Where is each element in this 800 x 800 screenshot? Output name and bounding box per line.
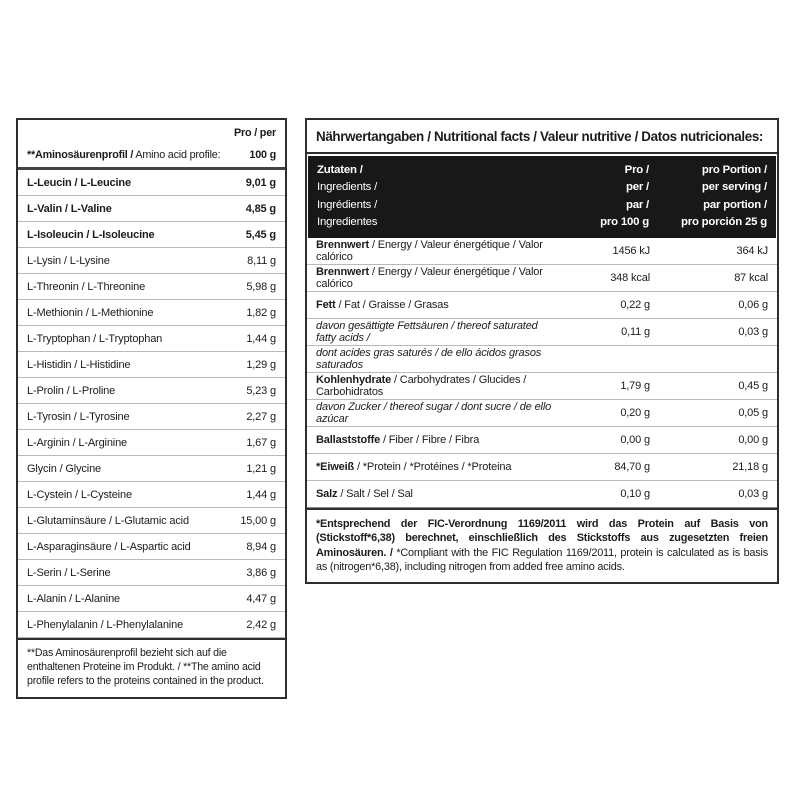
value-per100g: 348 kcal <box>610 272 650 285</box>
value-per100g: 84,70 g <box>614 461 650 474</box>
amino-value: 1,44 g <box>246 332 276 345</box>
amino-row <box>18 404 285 430</box>
value-portion: 0,03 g <box>738 326 768 339</box>
amino-acid-table <box>16 118 287 699</box>
nutrition-table-footnote: *Entsprechend der FIC-Verordnung 1169/2011 wird das Protein auf Basis von (Stickstoff*6,38) berechnet, einschließlich des Stickstoffs aus zugesetzten freien Aminosäuren. / *Compliant with the FIC Regulation 1169/2011, protein is calculated as is basis as (nitrogen*6,38), including nitrogen from added free amino acids. <box>307 508 777 582</box>
amino-row <box>18 170 285 196</box>
amino-row <box>18 274 285 300</box>
amino-value: 1,67 g <box>246 436 276 449</box>
value-portion: 0,00 g <box>738 434 768 447</box>
value-per100g: 0,11 g <box>621 326 650 339</box>
amino-label: L-Tryptophan / L-Tryptophan <box>27 332 163 345</box>
nutrition-row-fiber: Ballaststoffe / Fiber / Fibre / Fibra 0,00 g 0,00 g <box>307 427 777 454</box>
amino-label: L-Histidin / L-Histidine <box>27 358 131 371</box>
header-col-per100g: Pro / per / par / pro 100 g <box>600 164 649 228</box>
amino-header-unit-line2: 100 g <box>249 149 276 161</box>
amino-value: 8,11 g <box>247 254 276 267</box>
amino-label: L-Asparaginsäure / L-Aspartic acid <box>27 540 191 553</box>
amino-row <box>18 508 285 534</box>
amino-value: 2,27 g <box>246 410 276 423</box>
value-portion: 21,18 g <box>732 461 768 474</box>
amino-row <box>18 378 285 404</box>
amino-value: 5,45 g <box>245 228 276 241</box>
nutrition-row-salt: Salz / Salt / Sel / Sal 0,10 g 0,03 g <box>307 481 777 508</box>
amino-label: L-Threonin / L-Threonine <box>27 280 146 293</box>
nutrition-row-carbohydrates: Kohlenhydrate / Carbohydrates / Glucides / Carbohidratos 1,79 g 0,45 g <box>307 373 777 400</box>
header-col-ingredients: Zutaten / Ingredients / Ingrédients / Ingredientes <box>317 164 378 228</box>
amino-value: 3,86 g <box>246 566 276 579</box>
amino-row <box>18 352 285 378</box>
value-portion: 364 kJ <box>736 245 768 258</box>
amino-label: L-Prolin / L-Proline <box>27 384 116 397</box>
amino-row <box>18 326 285 352</box>
amino-label: L-Alanin / L-Alanine <box>27 592 121 605</box>
amino-row <box>18 612 285 638</box>
amino-value: 15,00 g <box>240 514 276 527</box>
value-per100g: 1456 kJ <box>612 245 650 258</box>
amino-label: Glycin / Glycine <box>27 462 102 475</box>
nutrition-row-fat: Fett / Fat / Graisse / Grasas 0,22 g 0,06 g <box>307 292 777 319</box>
value-per100g: 1,79 g <box>620 380 650 393</box>
amino-header-title: **Aminosäurenprofil / Amino acid profile: <box>27 149 221 161</box>
amino-value: 9,01 g <box>245 176 276 189</box>
nutrition-row-saturated-fat: davon gesättigte Fettsäuren / thereof saturated fatty acids / 0,11 g 0,03 g <box>307 319 777 346</box>
amino-value: 4,85 g <box>245 202 276 215</box>
amino-value: 8,94 g <box>246 540 276 553</box>
value-portion: 0,06 g <box>738 299 768 312</box>
value-portion: 0,03 g <box>738 488 768 501</box>
amino-value: 1,21 g <box>246 462 276 475</box>
nutrition-row-sugar: davon Zucker / thereof sugar / dont sucre / de ello azúcar 0,20 g 0,05 g <box>307 400 777 427</box>
nutrition-row-energy-kj: Brennwert / Energy / Valeur énergétique / Valor calórico 1456 kJ 364 kJ <box>307 238 777 265</box>
nutrition-table-header <box>308 156 776 238</box>
amino-row <box>18 560 285 586</box>
amino-label: L-Phenylalanin / L-Phenylalanine <box>27 618 184 631</box>
amino-row <box>18 248 285 274</box>
amino-row <box>18 430 285 456</box>
amino-row <box>18 534 285 560</box>
amino-value: 5,23 g <box>246 384 276 397</box>
amino-row <box>18 456 285 482</box>
value-per100g: 0,20 g <box>620 407 650 420</box>
amino-value: 1,82 g <box>246 306 276 319</box>
nutrition-row-energy-kcal: Brennwert / Energy / Valeur énergétique / Valor calórico 348 kcal 87 kcal <box>307 265 777 292</box>
amino-header-unit-line1: Pro / per <box>234 127 276 139</box>
amino-label: L-Cystein / L-Cysteine <box>27 488 132 501</box>
value-per100g: 0,00 g <box>620 434 650 447</box>
nutrition-rows <box>307 238 777 508</box>
amino-label: L-Serin / L-Serine <box>27 566 111 579</box>
nutrition-facts-table <box>305 118 779 584</box>
amino-label: L-Isoleucin / L-Isoleucine <box>27 228 155 241</box>
amino-label: L-Lysin / L-Lysine <box>27 254 110 267</box>
value-per100g: 0,10 g <box>620 488 650 501</box>
amino-row <box>18 300 285 326</box>
value-per100g: 0,22 g <box>620 299 650 312</box>
amino-table-footnote: **Das Aminosäurenprofil bezieht sich auf die enthaltenen Proteine im Produkt. / **The amino acid profile refers to the proteins contained in the product. <box>18 638 285 697</box>
amino-label: L-Glutaminsäure / L-Glutamic acid <box>27 514 189 527</box>
nutrition-row-saturated-fat-cont: dont acides gras saturés / de ello ácidos grasos saturados <box>307 346 777 373</box>
value-portion: 0,05 g <box>738 407 768 420</box>
amino-value: 2,42 g <box>246 618 276 631</box>
header-col-per-portion: pro Portion / per serving / par portion / pro porción 25 g <box>680 164 767 228</box>
nutrition-table-title: Nährwertangaben / Nutritional facts / Valeur nutritive / Datos nutricionales: <box>307 120 777 154</box>
amino-row <box>18 482 285 508</box>
amino-value: 4,47 g <box>246 592 276 605</box>
amino-row <box>18 222 285 248</box>
amino-value: 5,98 g <box>246 280 276 293</box>
amino-label: L-Methionin / L-Methionine <box>27 306 154 319</box>
amino-row <box>18 196 285 222</box>
value-portion: 0,45 g <box>738 380 768 393</box>
amino-label: L-Tyrosin / L-Tyrosine <box>27 410 130 423</box>
amino-table-header <box>18 120 285 170</box>
amino-value: 1,44 g <box>246 488 276 501</box>
nutrition-row-protein: *Eiweiß / *Protein / *Protéines / *Proteina 84,70 g 21,18 g <box>307 454 777 481</box>
amino-row <box>18 586 285 612</box>
value-portion: 87 kcal <box>734 272 768 285</box>
amino-value: 1,29 g <box>246 358 276 371</box>
amino-label: L-Arginin / L-Arginine <box>27 436 128 449</box>
amino-label: L-Leucin / L-Leucine <box>27 176 131 189</box>
amino-label: L-Valin / L-Valine <box>27 202 112 215</box>
